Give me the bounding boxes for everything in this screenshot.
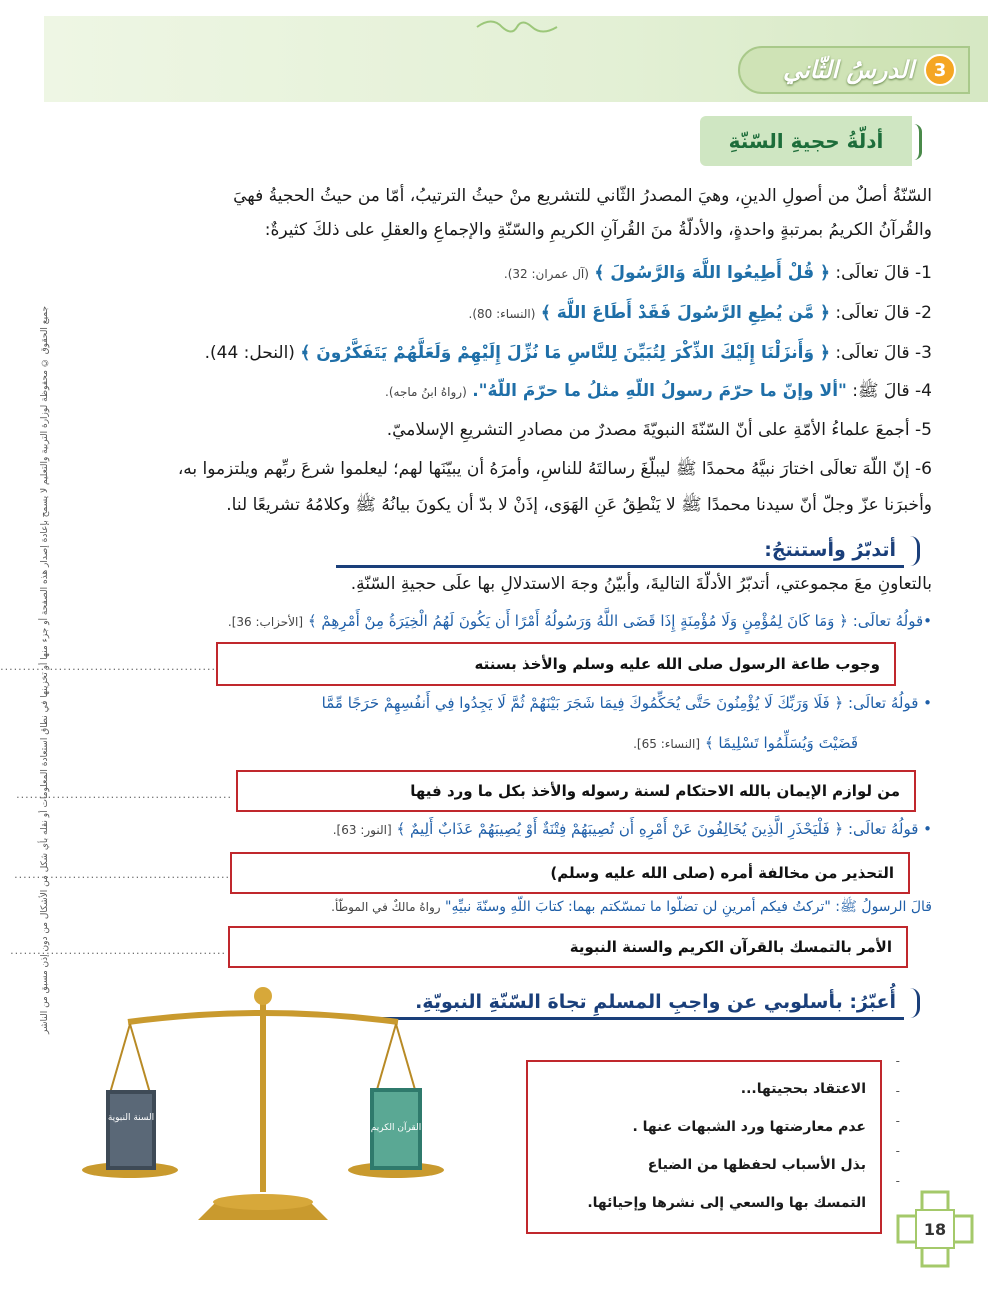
reflect-verse: • قولُهُ تعالَى: ﴿ فَلَا وَرَبِّكَ لَا يُؤْمِنُونَ حَتَّى يُحَكِّمُوكَ فِيمَا شَجَرَ بَيْنَهُمْ ثُمَّ لَا يَجِدُوا فِي أَنفُسِهِمْ حَرَجًا مِّمَّا (321, 694, 932, 712)
express-heading (407, 986, 904, 1018)
heading-underline (367, 1017, 904, 1020)
reflect-verse (92, 612, 932, 630)
point-5: 5- أجمعَ علماءُ الأمّةِ على أنّ السّنّةَ النبويّةَ مصدرٌ من مصادرِ التشريعِ الإسلاميّ. (386, 420, 932, 440)
evidence-item (92, 302, 932, 323)
section-title: أدلّةُ حجيةِ السّنّةِ (728, 129, 884, 153)
blank-lines: - - - - - (895, 1054, 900, 1188)
copyright-note: جميع الحقوق © محفوظة لوزارة التربية والتعليم لا يسمح بإعادة إصدار هذه الصفحة أو جزء منها أو تخزينها في نطاق استعادة المعلومات أو نقله بأي شكل من الأشكال من دون إذن مسبق من الناشر (40, 305, 50, 1035)
heading-underline (336, 565, 904, 568)
evidence-prefix: 1- قالَ تعالَى: (835, 263, 932, 283)
quran-verse: ﴿ مَّن يُطِعِ الرَّسُولَ فَقَدْ أَطَاعَ اللَّهَ ﴾ (540, 303, 830, 323)
bracket-icon (910, 988, 920, 1018)
evidence-item (92, 262, 932, 283)
verse-ref: [الأحزاب: 36]. (227, 615, 304, 629)
evidence-prefix: 2- قالَ تعالَى: (835, 303, 932, 323)
answer-dots: ................................................ (16, 788, 232, 801)
intro-line-1: السّنّةُ أصلٌ من أصولِ الدينِ، وهيَ المصدرُ الثّاني للتشريع منْ حيثُ الترتيبُ، أمّا من حيثُ الحجيةُ فهيَ (233, 186, 932, 206)
lesson-number: 3 (924, 54, 956, 86)
answer-dots: ................................................ (14, 868, 230, 881)
answer-box-4: الأمر بالتمسك بالقرآن الكريم والسنة النبوية (228, 926, 908, 968)
express-heading-text: أُعبّرُ: بأسلوبي عن واجبِ المسلمِ تجاهَ السّنّةِ النبويّةِ. (415, 991, 896, 1013)
evidence-item (92, 342, 932, 363)
verse-text: •قولُهُ تعالَى: ﴿ وَمَا كَانَ لِمُؤْمِنٍ وَلَا مُؤْمِنَةٍ إِذَا قَضَى اللَّهُ وَرَسُولُهُ أَمْرًا أَن يَكُونَ لَهُمُ الْخِيَرَةُ مِنْ أَمْرِهِمْ ﴾ (307, 612, 932, 630)
verse-text: قَضَيْتَ وَيُسَلِّمُوا تَسْلِيمًا ﴾ (704, 734, 858, 752)
page-number-badge (894, 1188, 976, 1270)
verse-ref: (النساء: 80). (468, 307, 536, 321)
bracket-icon (910, 536, 920, 566)
hadith-ref: رواهُ مالكٌ في الموطّأ. (331, 900, 441, 914)
verse-ref: (آل عمران: 32). (503, 267, 589, 281)
hadith-ref: (رواهُ ابنُ ماجه). (385, 385, 467, 399)
header-band (44, 16, 988, 102)
answer-line: التمسك بها والسعي إلى نشرها وإحيائها. (587, 1195, 866, 1211)
hadith-text: قالَ الرسولُ ﷺ: "تركتُ فيكم أمرينِ لن تضلّوا ما تمسّكتم بهما: كتابَ اللّهِ وسنّةَ نبيِّهِ" (445, 899, 932, 915)
reflect-verse (92, 820, 932, 838)
evidence-prefix: 3- قالَ تعالَى: (835, 343, 932, 363)
page-number: 18 (923, 1219, 947, 1239)
section-title-tab (700, 116, 912, 166)
verse-ref: (النحل: 44). (204, 343, 295, 363)
verse-ref: [النساء: 65]. (633, 737, 701, 751)
evidence-item (92, 380, 932, 405)
lesson-tab (738, 46, 970, 94)
book-right-title: القرآن الكريم (370, 1123, 422, 1133)
point-6-line-1: 6- إنّ اللّهَ تعالَى اختارَ نبيَّهُ محمدًا ﷺ ليبلّغَ رسالتَهُ للناسِ، وأمرَهُ أن يبيّنَها لهم؛ ليعلموا شرعَ ربِّهم ويلتزموا به، (177, 459, 932, 479)
answer-line: عدم معارضتها ورد الشبهات عنها . (632, 1119, 866, 1135)
quran-verse: ﴿ وَأَنزَلْنَا إِلَيْكَ الذِّكْرَ لِتُبَيِّنَ لِلنَّاسِ مَا نُزِّلَ إِلَيْهِمْ وَلَعَلَّهُمْ يَتَفَكَّرُونَ ﴾ (300, 343, 830, 363)
reflect-hadith (92, 898, 932, 918)
express-answer-box (526, 1060, 882, 1234)
lesson-title: الدرسُ الثّاني (782, 56, 914, 84)
bracket-icon (914, 124, 922, 160)
point-6-line-2: وأخبرَنا عزّ وجلّ أنّ سيدنا محمدًا ﷺ لا يَنْطِقُ عَنِ الهَوَى، إذَنْ لا بدّ أن يكونَ بيانُهُ ﷺ وكلامُهُ تشريعًا لنا. (226, 495, 932, 515)
answer-box-3: التحذير من مخالفة أمره (صلى الله عليه وسلم) (230, 852, 910, 894)
answer-line: بذل الأسباب لحفظها من الضياع (647, 1157, 866, 1173)
reflect-intro: بالتعاونِ معَ مجموعتي، أتدبّرُ الأدلّةَ التاليةَ، وأبيّنُ وجهَ الاستدلالِ بها علَى حجيةِ السّنّةِ. (350, 574, 932, 594)
evidence-prefix: 4- قالَ ﷺ: (852, 381, 932, 401)
reflect-heading-text: أتدبّرُ وأستنتجُ: (764, 539, 896, 561)
book-left-title: السنة النبوية (107, 1113, 155, 1123)
intro-line-2: والقُرآنُ الكريمُ بمرتبةٍ واحدةٍ، والأدلّةُ منَ القُرآنِ الكريمِ والسّنّةِ والإجماعِ والعقلِ على ذلكَ كثيرةٌ: (264, 220, 932, 240)
quran-verse: ﴿ قُلْ أَطِيعُوا اللَّهَ وَالرَّسُولَ ﴾ (594, 263, 830, 283)
verse-ref: [النور: 63]. (332, 823, 392, 837)
reflect-heading (756, 534, 904, 566)
answer-dots: ................................................ (10, 944, 226, 957)
scale-image (88, 980, 438, 1230)
verse-text: • قولُهُ تعالَى: ﴿ فَلْيَحْذَرِ الَّذِينَ يُخَالِفُونَ عَنْ أَمْرِهِ أَن تُصِيبَهُمْ فِتْنَةٌ أَوْ يُصِيبَهُمْ عَذَابٌ أَلِيمٌ ﴾ (396, 820, 932, 838)
answer-box-1: وجوب طاعة الرسول صلى الله عليه وسلم والأخذ بسنته (216, 642, 896, 686)
answer-line: الاعتقاد بحجيتها... (740, 1081, 866, 1097)
answer-dots: ................................................ (0, 660, 216, 673)
ornament-icon (472, 18, 562, 36)
answer-box-2: من لوازم الإيمان بالله الاحتكام لسنة رسوله والأخذ بكل ما ورد فيها (236, 770, 916, 812)
hadith-text: "ألا وإنّ ما حرّمَ رسولُ اللّهِ مثلُ ما حرّمَ اللّهُ". (472, 381, 847, 401)
reflect-verse-cont (458, 734, 858, 752)
